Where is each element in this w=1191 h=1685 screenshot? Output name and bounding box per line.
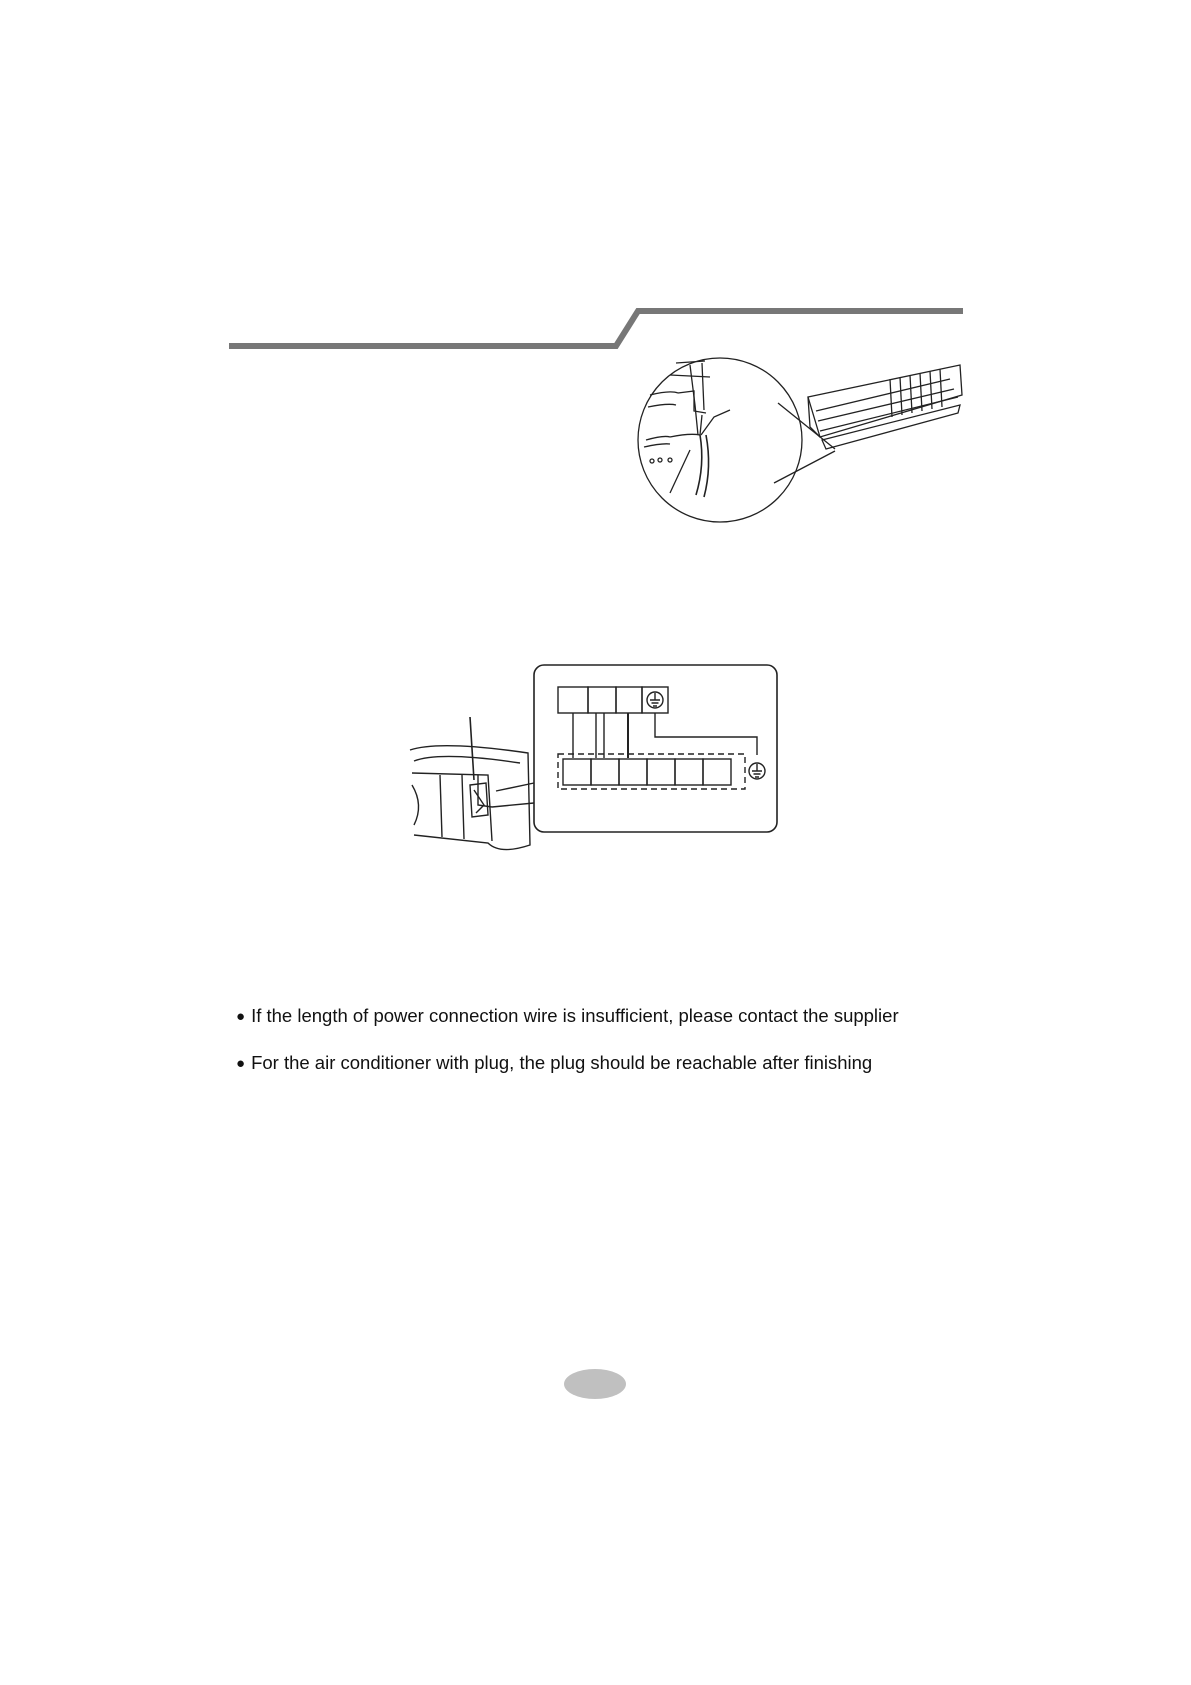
page-number-badge [564, 1369, 626, 1399]
bullet-text: For the air conditioner with plug, the plug should be reachable after finishing [251, 1052, 873, 1073]
bullet-text: If the length of power connection wire is insufficient, please contact the supplier [251, 1005, 899, 1026]
bullet-dot-icon: ● [236, 1055, 246, 1072]
detail-magnifier-circle [638, 358, 802, 522]
cable-clamp-illustration [630, 355, 970, 525]
terminal-detail-frame [534, 665, 777, 832]
bullet-dot-icon: ● [236, 1008, 246, 1025]
bullet-item-wire-length [236, 1005, 899, 1029]
terminal-wiring-diagram [400, 655, 780, 860]
bullet-item-plug-reachable [236, 1052, 872, 1076]
